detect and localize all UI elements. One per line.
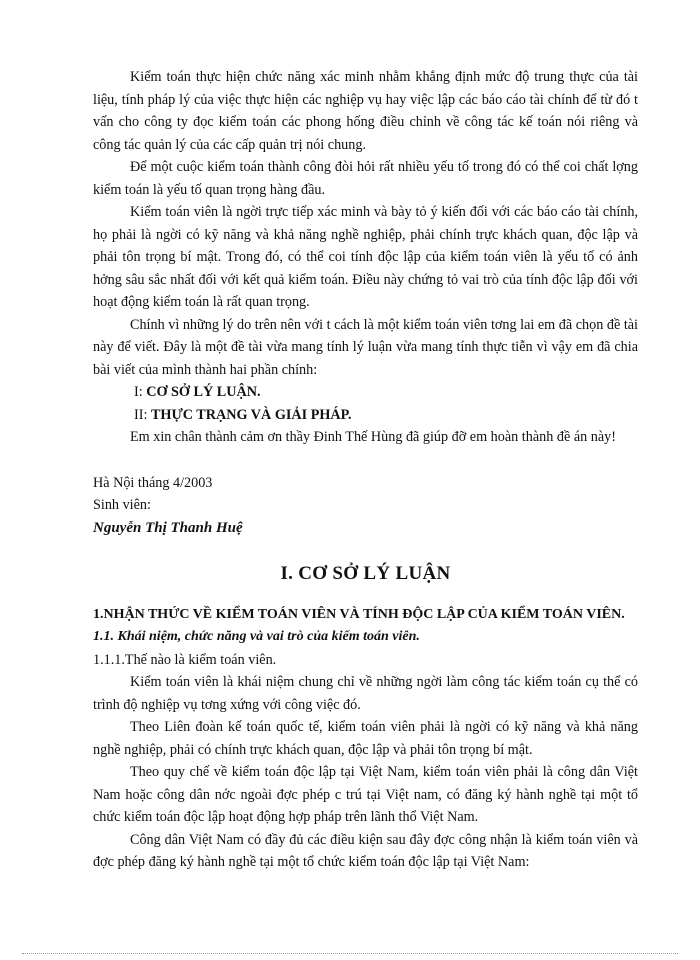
chapter-paragraph-3: Theo quy chế về kiểm toán độc lập tại Việt Nam, kiểm toán viên phải là công dân Việt Nam hoặc công dân nớc ngoài đợc phép c trú tại Việt nam, có đăng ký hành nghề tại một tổ chức kiểm toán độc lập hoạt động hợp pháp trên lãnh thổ Việt Nam. bbox=[93, 764, 638, 825]
chapter-paragraph-1: Kiểm toán viên là khái niệm chung chỉ về những ngời làm công tác kiểm toán cụ thể có trình độ nghiệp vụ tơng xứng với công việc đó. bbox=[93, 674, 638, 713]
intro-paragraph-4: Chính vì những lý do trên nên với t cách là một kiểm toán viên tơng lai em đã chọn đề tài này để viết. Đây là một đề tài vừa mang tính lý luận vừa mang tính thực tiễn vì vậy em đã chia bài viết của mình thành hai phần chính: bbox=[93, 316, 638, 378]
chapter-paragraph-2: Theo Liên đoàn kế toán quốc tế, kiểm toán viên phải là ngời có kỹ năng và khả năng nghề nghiệp, phải có chính trực khách quan, độc lập và phải tôn trọng bí mật. bbox=[93, 719, 638, 758]
thanks-paragraph: Em xin chân thành cảm ơn thầy Đinh Thế Hùng đã giúp đỡ em hoàn thành đề án này! bbox=[130, 429, 616, 445]
intro-paragraph-2: Để một cuộc kiểm toán thành công đòi hỏi rất nhiều yếu tố trong đó có thể coi chất lợng kiểm toán là yếu tố quan trọng hàng đầu. bbox=[93, 159, 638, 198]
intro-paragraph-3: Kiểm toán viên là ngời trực tiếp xác minh và bày tỏ ý kiến đối với các báo cáo tài chính, họ phải là ngời có kỹ năng và khả năng nghề nghiệp, phải chính trực khách quan, độc lập và phải tôn trọng bí mật. Trong đó, có thể coi tính độc lập của kiểm toán viên là yếu tố có ảnh hởng sâu sắc nhất đối với kết quả kiểm toán. Điều này chứng tỏ vai trò của tính độc lập đối với hoạt động kiểm toán là rất quan trọng. bbox=[93, 204, 638, 310]
page-content bbox=[93, 66, 638, 874]
heading-1-1-1: 1.1.1.Thế nào là kiểm toán viên. bbox=[93, 651, 277, 668]
part-2-number: II: bbox=[134, 406, 148, 423]
signature-role: Sinh viên: bbox=[93, 497, 151, 513]
part-2-title: THỰC TRẠNG VÀ GIẢI PHÁP. bbox=[150, 406, 352, 423]
chapter-title: I. CƠ SỞ LÝ LUẬN bbox=[280, 563, 451, 584]
heading-1: 1.NHẬN THỨC VỀ KIỂM TOÁN VIÊN VÀ TÍNH ĐỘC LẬP CỦA KIỂM TOÁN VIÊN. bbox=[93, 606, 625, 622]
signature-place-date: Hà Nội tháng 4/2003 bbox=[93, 474, 213, 491]
part-1-number: I: bbox=[134, 384, 143, 400]
signature-block bbox=[93, 472, 638, 540]
part-list-item-1 bbox=[93, 381, 638, 404]
chapter-paragraph-4: Công dân Việt Nam có đầy đủ các điều kiện sau đây đợc công nhận là kiểm toán viên và đợc phép đăng ký hành nghề tại một tổ chức kiểm toán độc lập tại Việt Nam: bbox=[93, 831, 638, 870]
part-1-title: CƠ SỞ LÝ LUẬN. bbox=[146, 384, 261, 400]
signature-name: Nguyễn Thị Thanh Huệ bbox=[93, 519, 243, 536]
intro-paragraph-1: Kiểm toán thực hiện chức năng xác minh nhằm khẳng định mức độ trung thực của tài liệu, tính pháp lý của việc thực hiện các nghiệp vụ hay việc lập các báo cáo tài chính để từ đó t vấn cho công ty đọc kiểm toán các phong hống điều chỉnh về công tác kế toán nói riêng và công tác quản lý của các cấp quản trị nói chung. bbox=[93, 69, 638, 153]
page-bottom-rule bbox=[22, 953, 678, 954]
heading-1-1: 1.1. Khái niệm, chức năng và vai trò của kiểm toán viên. bbox=[93, 629, 420, 644]
part-list-item-2 bbox=[93, 404, 638, 427]
